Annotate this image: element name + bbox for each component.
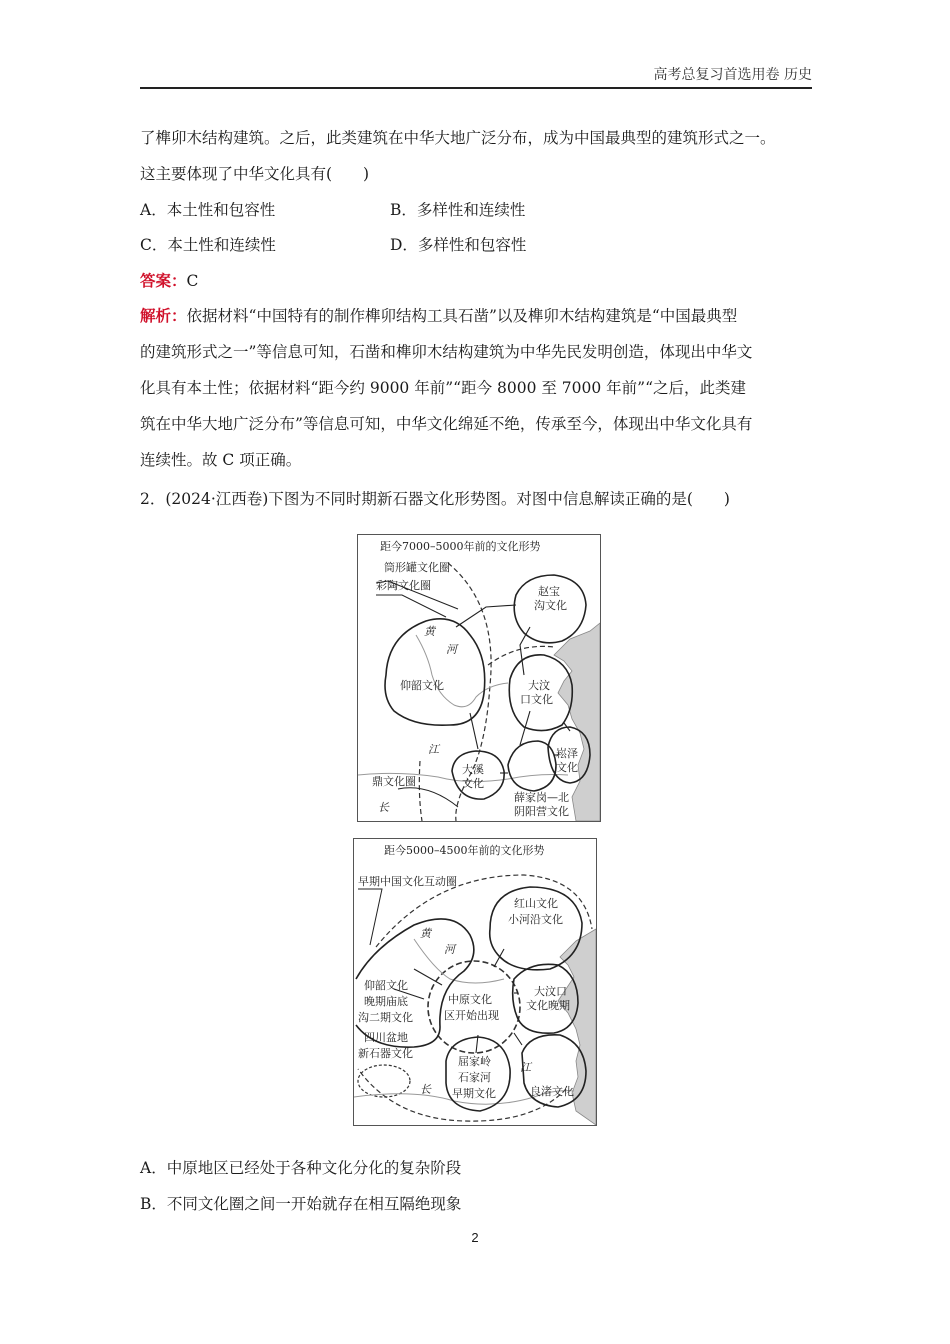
analysis-text-1: 依据材料“中国特有的制作榫卯结构工具石凿”以及榫卯木结构建筑是“中国最典型 (186, 307, 738, 325)
q2-stem: 2．(2024·江西卷)下图为不同时期新石器文化形势图。对图中信息解读正确的是( ) (140, 490, 730, 508)
answer-label: 答案： (140, 271, 187, 290)
map2-label-dawen-1: 大汶口 (534, 985, 567, 998)
q1-answer (140, 271, 198, 291)
q2-option-a: A．中原地区已经处于各种文化分化的复杂阶段 (140, 1159, 462, 1177)
page-number: 2 (471, 1230, 479, 1245)
map1-label-xuejia-1: 薛家岗—北 (514, 791, 569, 804)
q1-analysis-line5: 连续性。故 C 项正确。 (140, 451, 302, 469)
header-text: 高考总复习首选用卷 历史 (653, 67, 812, 83)
map1-label-songze-1: 崧泽 (556, 747, 578, 760)
map1-label-jiang: 江 (428, 743, 439, 756)
map1-label-zhaobao-2: 沟文化 (534, 599, 567, 612)
map1-label-dawen-2: 口文化 (520, 693, 553, 706)
q1-option-d: D．多样性和包容性 (390, 236, 527, 254)
map2-label-zhongyuan-2: 区开始出现 (444, 1009, 499, 1022)
map2-label-chang: 长 (420, 1083, 431, 1096)
map2-label-hongshan-1: 红山文化 (514, 897, 558, 910)
map2-label-zaoqi: 早期中国文化互动圈 (358, 875, 457, 888)
q1-analysis-line4: 筑在中华大地广泛分布”等信息可知，中华文化绵延不绝，传承至今，体现出中华文化具有 (140, 415, 753, 433)
map1-label-daxi-1: 大溪 (462, 763, 484, 776)
map2-label-liangzhu: 良渚文化 (530, 1085, 574, 1098)
map2-label-hongshan-2: 小河沿文化 (508, 913, 563, 926)
map2-label-huang: 黄 (420, 927, 431, 940)
q1-stem-line2: 这主要体现了中华文化具有( ) (140, 165, 370, 183)
map1-label-ding: 鼎文化圈 (372, 775, 416, 788)
map1-label-yangshao: 仰韶文化 (400, 679, 444, 692)
q1-option-b: B．多样性和连续性 (390, 201, 526, 219)
map2-label-he: 河 (444, 943, 455, 956)
map2-label-zhongyuan-1: 中原文化 (448, 993, 492, 1006)
map1-title: 距今7000–5000年前的文化形势 (380, 540, 541, 553)
map2-label-qujia-3: 早期文化 (452, 1087, 496, 1100)
analysis-label: 解析： (140, 306, 187, 325)
map1-label-tongxingguan: 筒形罐文化圈 (384, 561, 450, 574)
q1-option-a: A．本土性和包容性 (140, 201, 276, 219)
map1-label-songze-2: 文化 (556, 761, 578, 774)
map1-label-chang: 长 (378, 801, 389, 814)
q1-stem-line1: 了榫卯木结构建筑。之后，此类建筑在中华大地广泛分布，成为中国最典型的建筑形式之一。 (140, 129, 776, 147)
map2-title: 距今5000–4500年前的文化形势 (384, 844, 545, 857)
map-7000-5000 (357, 534, 601, 822)
map2-label-yangshao-2: 晚期庙底 (364, 995, 408, 1008)
q1-option-c: C．本土性和连续性 (140, 236, 276, 254)
map2-label-dawen-2: 文化晚期 (526, 999, 570, 1012)
map2-label-sichuan-2: 新石器文化 (358, 1047, 413, 1060)
map-5000-4500 (353, 838, 597, 1126)
q1-analysis-line1 (140, 306, 737, 326)
answer-value: C (186, 272, 199, 290)
map1-label-xuejia-2: 阴阳营文化 (514, 805, 569, 818)
map1-label-huang: 黄 (424, 625, 435, 638)
map1-label-he: 河 (446, 643, 457, 656)
map2-label-jiang: 江 (520, 1061, 531, 1074)
map2-label-sichuan-1: 四川盆地 (364, 1031, 408, 1044)
q2-option-b: B．不同文化圈之间一开始就存在相互隔绝现象 (140, 1195, 462, 1213)
map1-label-daxi-2: 文化 (462, 777, 484, 790)
map2-label-qujia-1: 屈家岭 (458, 1055, 491, 1068)
map1-label-zhaobao-1: 赵宝 (538, 585, 560, 598)
map2-label-yangshao-3: 沟二期文化 (358, 1011, 413, 1024)
map1-label-caitao: 彩陶文化圈 (376, 579, 431, 592)
q1-analysis-line2: 的建筑形式之一”等信息可知，石凿和榫卯木结构建筑为中华先民发明创造，体现出中华文 (140, 343, 753, 361)
map2-label-qujia-2: 石家河 (458, 1071, 491, 1084)
map2-label-yangshao-1: 仰韶文化 (364, 979, 408, 992)
header-rule (140, 87, 812, 89)
q1-analysis-line3: 化具有本土性；依据材料“距今约 9000 年前”“距今 8000 至 7000 年前”“之后，此类建 (140, 379, 747, 397)
map1-label-dawen-1: 大汶 (528, 679, 550, 692)
